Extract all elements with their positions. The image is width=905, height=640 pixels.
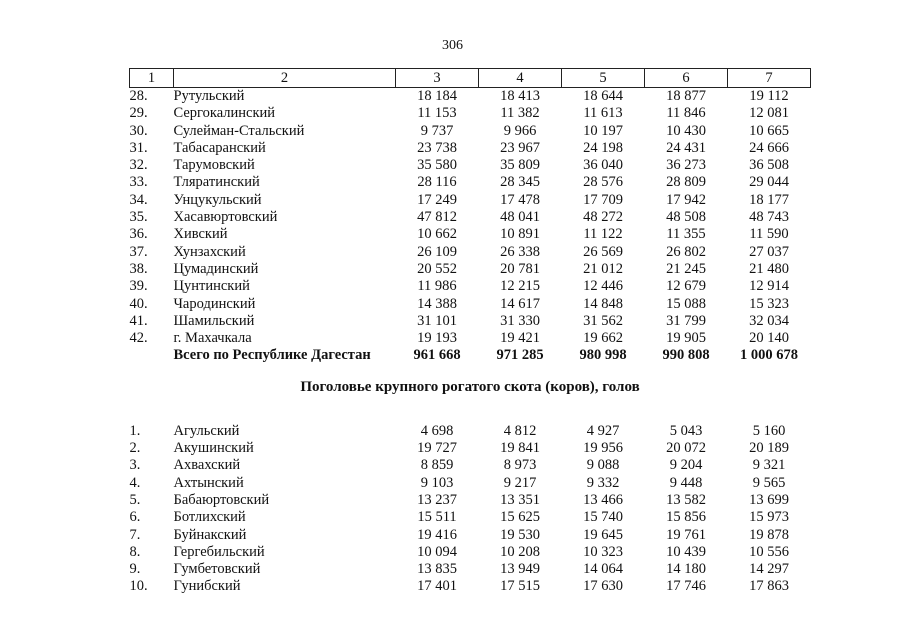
row-number: 30.: [129, 122, 148, 139]
value-cell: 12 914: [749, 278, 789, 295]
value-cell: 9 448: [669, 474, 703, 491]
value-cell: 18 177: [749, 191, 789, 208]
table-row: [130, 509, 811, 526]
value-cell: 9 217: [503, 474, 537, 491]
district-name: Сергокалинский: [173, 105, 276, 122]
value-cell: 35 580: [417, 157, 457, 174]
value-cell: 18 877: [666, 88, 706, 104]
value-cell: 8 973: [503, 457, 537, 474]
value-cell: 13 582: [666, 491, 706, 508]
data-table: [129, 68, 811, 596]
value-cell: 10 891: [500, 226, 540, 243]
value-cell: 10 323: [583, 543, 623, 560]
value-cell: 13 835: [417, 561, 457, 578]
value-cell: 11 153: [417, 105, 457, 122]
value-cell: 15 973: [749, 509, 789, 526]
district-name: Гергебильский: [173, 543, 265, 560]
table-row: [130, 544, 811, 561]
district-name: Цумадинский: [173, 260, 259, 277]
table-row: [130, 423, 811, 440]
table-row: [130, 440, 811, 457]
row-number: 39.: [129, 278, 148, 295]
value-cell: 9 204: [669, 457, 703, 474]
table-row: [130, 527, 811, 544]
value-cell: 48 272: [583, 209, 623, 226]
row-number: 29.: [129, 105, 148, 122]
row-number: 34.: [129, 191, 148, 208]
column-header: 1: [130, 69, 174, 88]
value-cell: 29 044: [749, 174, 789, 191]
value-cell: 11 986: [417, 278, 457, 295]
value-cell: 28 345: [500, 174, 540, 191]
district-name: Рутульский: [173, 88, 245, 104]
value-cell: 26 109: [417, 243, 457, 260]
table-row: [130, 578, 811, 595]
value-cell: 13 699: [749, 491, 789, 508]
value-cell: 35 809: [500, 157, 540, 174]
district-name: Хасавюртовский: [173, 209, 278, 226]
value-cell: 19 878: [749, 526, 789, 543]
row-number: [130, 347, 174, 364]
value-cell: 12 679: [666, 278, 706, 295]
row-number: 6.: [129, 509, 141, 526]
value-cell: 4 927: [586, 422, 620, 439]
section-heading-row: [130, 365, 811, 410]
row-number: 31.: [129, 139, 148, 156]
value-cell: 15 625: [500, 509, 540, 526]
table-row: [130, 330, 811, 347]
table-row: [130, 561, 811, 578]
value-cell: 14 848: [583, 295, 623, 312]
district-name: Гунибский: [173, 578, 241, 595]
spacer-cell: [130, 410, 811, 423]
value-cell: 19 761: [666, 526, 706, 543]
value-cell: 19 112: [749, 88, 789, 104]
table-row: [130, 457, 811, 474]
district-name: Хунзахский: [173, 243, 246, 260]
value-cell: 17 863: [749, 578, 789, 595]
district-name: Ахтынский: [173, 474, 244, 491]
value-cell: 9 737: [420, 122, 454, 139]
table-body: [130, 69, 811, 596]
value-cell: 11 590: [749, 226, 789, 243]
row-number: 40.: [129, 295, 148, 312]
value-cell: 15 511: [417, 509, 457, 526]
value-cell: 17 401: [417, 578, 457, 595]
row-number: 4.: [129, 474, 141, 491]
row-number: 10.: [129, 578, 148, 595]
total-label: Всего по Республике Дагестан: [173, 347, 371, 364]
value-cell: 31 799: [666, 312, 706, 329]
table-row: [130, 105, 811, 122]
value-cell: 31 330: [500, 312, 540, 329]
value-cell: 11 846: [666, 105, 706, 122]
value-cell: 17 942: [666, 191, 706, 208]
value-cell: 36 040: [583, 157, 623, 174]
value-cell: 10 439: [666, 543, 706, 560]
value-cell: 36 273: [666, 157, 706, 174]
table-row: [130, 174, 811, 191]
district-name: Буйнакский: [173, 526, 247, 543]
value-cell: 21 012: [583, 260, 623, 277]
value-cell: 28 576: [583, 174, 623, 191]
total-value: 990 808: [662, 347, 710, 364]
value-cell: 9 332: [586, 474, 620, 491]
value-cell: 19 416: [417, 526, 457, 543]
district-name: Ботлихский: [173, 509, 246, 526]
value-cell: 17 709: [583, 191, 623, 208]
district-name: Агульский: [173, 422, 240, 439]
value-cell: 10 208: [500, 543, 540, 560]
total-row: [130, 347, 811, 364]
column-header: 5: [562, 69, 645, 88]
value-cell: 15 740: [583, 509, 623, 526]
district-name: Тарумовский: [173, 157, 255, 174]
row-number: 38.: [129, 260, 148, 277]
value-cell: 15 323: [749, 295, 789, 312]
value-cell: 12 446: [583, 278, 623, 295]
table-row: [130, 88, 811, 106]
value-cell: 13 949: [500, 561, 540, 578]
row-number: 1.: [129, 422, 141, 439]
value-cell: 9 088: [586, 457, 620, 474]
table-row: [130, 492, 811, 509]
value-cell: 12 215: [500, 278, 540, 295]
table-row: [130, 261, 811, 278]
district-name: Акушинский: [173, 440, 254, 457]
value-cell: 31 562: [583, 312, 623, 329]
table-row: [130, 313, 811, 330]
value-cell: 48 508: [666, 209, 706, 226]
value-cell: 21 480: [749, 260, 789, 277]
value-cell: 31 101: [417, 312, 457, 329]
value-cell: 21 245: [666, 260, 706, 277]
row-number: 3.: [129, 457, 141, 474]
value-cell: 19 841: [500, 440, 540, 457]
table-row: [130, 192, 811, 209]
row-number: 36.: [129, 226, 148, 243]
value-cell: 4 698: [420, 422, 454, 439]
table-row: [130, 226, 811, 243]
value-cell: 15 088: [666, 295, 706, 312]
district-name: Хивский: [173, 226, 228, 243]
value-cell: 20 781: [500, 260, 540, 277]
district-name: Гумбетовский: [173, 561, 261, 578]
row-number: 2.: [129, 440, 141, 457]
value-cell: 19 530: [500, 526, 540, 543]
table-row: [130, 157, 811, 174]
value-cell: 28 809: [666, 174, 706, 191]
value-cell: 17 478: [500, 191, 540, 208]
row-number: 37.: [129, 243, 148, 260]
column-header-row: [130, 69, 811, 88]
district-name: г. Махачкала: [173, 330, 252, 347]
value-cell: 13 237: [417, 491, 457, 508]
total-value: 1 000 678: [740, 347, 798, 364]
value-cell: 19 662: [583, 330, 623, 347]
table-row: [130, 244, 811, 261]
value-cell: 10 556: [749, 543, 789, 560]
value-cell: 9 565: [752, 474, 786, 491]
column-header: 4: [479, 69, 562, 88]
district-name: Шамильский: [173, 312, 255, 329]
total-value: 971 285: [496, 347, 544, 364]
value-cell: 17 249: [417, 191, 457, 208]
row-number: 33.: [129, 174, 148, 191]
value-cell: 19 727: [417, 440, 457, 457]
district-name: Табасаранский: [173, 139, 266, 156]
district-name: Сулейман-Стальский: [173, 122, 305, 139]
value-cell: 14 297: [749, 561, 789, 578]
value-cell: 17 630: [583, 578, 623, 595]
value-cell: 17 746: [666, 578, 706, 595]
row-number: 28.: [129, 88, 148, 104]
district-name: Чародинский: [173, 295, 256, 312]
row-number: 41.: [129, 312, 148, 329]
value-cell: 4 812: [503, 422, 537, 439]
column-header: 6: [645, 69, 728, 88]
table-row: [130, 475, 811, 492]
table-row: [130, 296, 811, 313]
row-number: 5.: [129, 491, 141, 508]
column-header: 7: [728, 69, 811, 88]
table-row: [130, 209, 811, 226]
district-name: Тляратинский: [173, 174, 260, 191]
value-cell: 20 140: [749, 330, 789, 347]
row-number: 9.: [129, 561, 141, 578]
value-cell: 10 665: [749, 122, 789, 139]
value-cell: 11 382: [500, 105, 540, 122]
value-cell: 23 967: [500, 139, 540, 156]
value-cell: 28 116: [417, 174, 457, 191]
table-row: [130, 278, 811, 295]
table-row: [130, 123, 811, 140]
value-cell: 20 552: [417, 260, 457, 277]
value-cell: 48 743: [749, 209, 789, 226]
column-header: 2: [174, 69, 396, 88]
value-cell: 10 094: [417, 543, 457, 560]
table-row: [130, 140, 811, 157]
value-cell: 9 103: [420, 474, 454, 491]
page-number: 306: [442, 38, 463, 53]
value-cell: 8 859: [420, 457, 454, 474]
value-cell: 11 355: [666, 226, 706, 243]
column-header: 3: [396, 69, 479, 88]
value-cell: 15 856: [666, 509, 706, 526]
value-cell: 17 515: [500, 578, 540, 595]
value-cell: 14 064: [583, 561, 623, 578]
value-cell: 26 569: [583, 243, 623, 260]
value-cell: 18 184: [417, 88, 457, 104]
value-cell: 19 905: [666, 330, 706, 347]
value-cell: 14 180: [666, 561, 706, 578]
value-cell: 24 198: [583, 139, 623, 156]
value-cell: 19 193: [417, 330, 457, 347]
value-cell: 12 081: [749, 105, 789, 122]
value-cell: 32 034: [749, 312, 789, 329]
value-cell: 11 122: [583, 226, 623, 243]
value-cell: 10 197: [583, 122, 623, 139]
value-cell: 24 666: [749, 139, 789, 156]
value-cell: 10 662: [417, 226, 457, 243]
value-cell: 20 189: [749, 440, 789, 457]
district-name: Ахвахский: [173, 457, 241, 474]
district-name: Унцукульский: [173, 191, 262, 208]
value-cell: 14 617: [500, 295, 540, 312]
value-cell: 13 466: [583, 491, 623, 508]
value-cell: 10 430: [666, 122, 706, 139]
value-cell: 19 956: [583, 440, 623, 457]
district-name: Бабаюртовский: [173, 491, 270, 508]
total-value: 980 998: [579, 347, 627, 364]
total-value: 961 668: [413, 347, 461, 364]
district-name: Цунтинский: [173, 278, 250, 295]
value-cell: 36 508: [749, 157, 789, 174]
value-cell: 9 966: [503, 122, 537, 139]
value-cell: 18 413: [500, 88, 540, 104]
value-cell: 27 037: [749, 243, 789, 260]
value-cell: 47 812: [417, 209, 457, 226]
value-cell: 19 645: [583, 526, 623, 543]
value-cell: 11 613: [583, 105, 623, 122]
value-cell: 18 644: [583, 88, 623, 104]
value-cell: 19 421: [500, 330, 540, 347]
section-title: Поголовье крупного рогатого скота (коров), голов: [300, 378, 640, 395]
value-cell: 9 321: [752, 457, 786, 474]
row-number: 42.: [129, 330, 148, 347]
value-cell: 24 431: [666, 139, 706, 156]
value-cell: 20 072: [666, 440, 706, 457]
row-number: 32.: [129, 157, 148, 174]
value-cell: 26 338: [500, 243, 540, 260]
value-cell: 14 388: [417, 295, 457, 312]
value-cell: 13 351: [500, 491, 540, 508]
row-number: 7.: [129, 526, 141, 543]
spacer-row: [130, 410, 811, 423]
value-cell: 5 160: [752, 422, 786, 439]
row-number: 35.: [129, 209, 148, 226]
value-cell: 26 802: [666, 243, 706, 260]
row-number: 8.: [129, 543, 141, 560]
value-cell: 23 738: [417, 139, 457, 156]
value-cell: 5 043: [669, 422, 703, 439]
value-cell: 48 041: [500, 209, 540, 226]
